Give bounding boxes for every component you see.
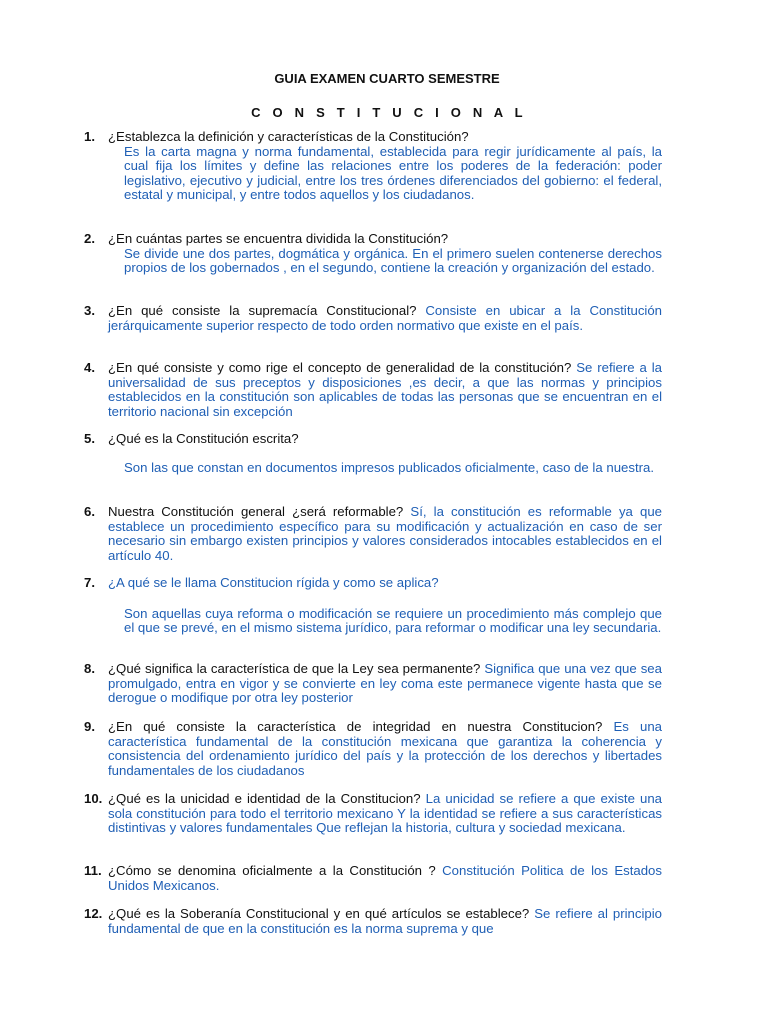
question-number: 7. (84, 575, 95, 590)
answer-text: Se refiere al principio fundamental de que en la constitución es la norma suprema y que (108, 906, 662, 936)
question-number: 5. (84, 431, 95, 446)
question-text: ¿Qué significa la característica de que la Ley sea permanente? (108, 661, 481, 676)
question-text: ¿Qué es la Constitución escrita? (108, 431, 299, 446)
question-text: ¿Qué es la Soberanía Constitucional y en qué artículos se establece? (108, 906, 530, 921)
question-item-1 (84, 130, 662, 203)
question-number: 6. (84, 504, 95, 519)
question-item-3 (84, 304, 662, 333)
answer-text: Se refiere a la universalidad de sus preceptos y disposiciones ,es decir, a que las normas y principios establecidos en la constitución son aplicables de todas las personas que se encuentran en el territorio nacional sin excepción (108, 360, 662, 419)
question-text: ¿Qué es la unicidad e identidad de la Constitucion? (108, 791, 421, 806)
question-text: ¿En cuántas partes se encuentra dividida la Constitución? (108, 231, 449, 246)
answer-text: Constitución Politica de los Estados Unidos Mexicanos. (108, 863, 662, 893)
question-item-7 (84, 576, 662, 636)
question-text: ¿En qué consiste la característica de integridad en nuestra Constitucion? (108, 719, 603, 734)
answer-text: Sí, la constitución es reformable ya que establece un procedimiento específico para su modificación y actualización en caso de ser necesario sin embargo existen principios y valores considerados intocables establecidos en el artículo 40. (108, 504, 663, 563)
question-item-9 (84, 720, 662, 778)
question-number: 12. (84, 906, 103, 921)
question-item-2 (84, 232, 662, 276)
question-text: ¿Establezca la definición y características de la Constitución? (108, 129, 469, 144)
question-text: ¿Cómo se denomina oficialmente a la Constitución ? (108, 863, 436, 878)
question-text: ¿En qué consiste la supremacía Constitucional? (108, 303, 417, 318)
question-text: ¿A qué se le llama Constitucion rígida y como se aplica? (108, 575, 439, 590)
question-number: 8. (84, 661, 95, 676)
question-text: ¿En qué consiste y como rige el concepto de generalidad de la constitución? (108, 360, 572, 375)
answer-text: Significa que una vez que sea promulgado, entra en vigor y se convierte en ley coma este permanece vigente hasta que se derogue o modifique por otra ley posterior (108, 661, 662, 706)
question-item-8 (84, 662, 662, 706)
question-number: 4. (84, 360, 95, 375)
answer-text: Es la carta magna y norma fundamental, establecida para regir jurídicamente al país, la cual fija los límites y define las relaciones entre los poderes de la federación: poder legislativo, ejecutivo y judicial, entre los tres órdenes diferenciados del gobierno: el federal, estatal y municipal, y entre todos aquellos y los ciudadanos. (124, 143, 662, 203)
question-number: 2. (84, 231, 95, 246)
question-text: Nuestra Constitución general ¿será reformable? (108, 504, 404, 519)
question-number: 3. (84, 303, 95, 318)
answer-text: Son aquellas cuya reforma o modificación se requiere un procedimiento más complejo que el que se prevé, en el mismo sistema jurídico, para reformar o modificar una ley secundaria. (124, 605, 662, 636)
question-number: 10. (84, 791, 103, 806)
answer-text: La unicidad se refiere a que existe una sola constitución para todo el territorio mexicano Y la identidad se refiere a sus características distintivas y valores fundamentales Que reflejan la historia, cultura y sociedad mexicana. (108, 791, 662, 836)
answer-text: Consiste en ubicar a la Constitución jerárquicamente superior respecto de todo orden normativo que existe en el país. (108, 303, 663, 333)
question-item-11 (84, 864, 662, 893)
answer-text: Es una característica fundamental de la constitución mexicana que garantiza la coherencia y consistencia del ordenamiento jurídico del país y la protección de los derechos y libertades fundamentales de los ciudadanos (108, 719, 662, 778)
answer-text: Son las que constan en documentos impresos publicados oficialmente, caso de la nuestra. (124, 459, 655, 475)
document-subtitle: C O N S T I T U C I O N A L (251, 105, 527, 120)
question-number: 9. (84, 719, 95, 734)
question-item-6 (84, 505, 662, 563)
question-item-4 (84, 361, 662, 419)
answer-text: Se divide une dos partes, dogmática y orgánica. En el primero suelen contenerse derechos propios de los gobernados , en el segundo, contiene la creación y organización del estado. (124, 245, 662, 276)
question-item-10 (84, 792, 662, 836)
question-item-5 (84, 432, 662, 475)
question-number: 1. (84, 129, 95, 144)
question-item-12 (84, 907, 662, 936)
document-title: GUIA EXAMEN CUARTO SEMESTRE (274, 71, 500, 86)
question-number: 11. (84, 863, 102, 878)
